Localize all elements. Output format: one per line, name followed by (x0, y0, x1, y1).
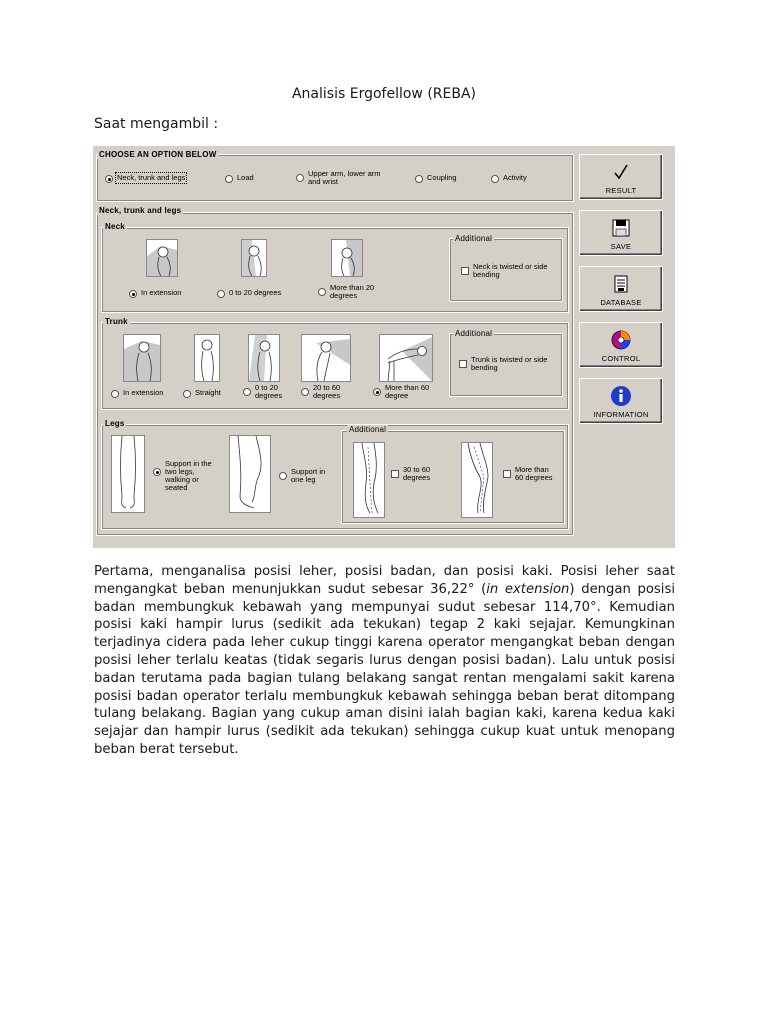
control-icon (610, 329, 632, 351)
info-icon (610, 385, 632, 407)
neck-0-20[interactable]: 0 to 20 degrees (217, 289, 281, 298)
trunk-label: Trunk (105, 317, 128, 326)
legs-30-60-image (353, 442, 385, 518)
neck-more-20-image (331, 239, 363, 277)
legs-one-support[interactable]: Support in one leg (279, 468, 329, 484)
information-button[interactable]: INFORMATION (579, 378, 663, 424)
floppy-disk-icon (610, 217, 632, 239)
legs-two-image (111, 435, 145, 513)
save-button[interactable]: SAVE (579, 210, 663, 256)
analysis-paragraph: Pertama, menganalisa posisi leher, posisi badan, dan posisi kaki. Posisi leher saat mengangkat beban menunjukkan sudut sebesar 36,22° (in extension) dengan posisi badan membungkuk kebawah yang mempunyai sudut sebesar 114,70°. Kemudian posisi kaki hampir lurus (sedikit ada tekukan) tegap 2 kaki sejajar. Kemungkinan terjadinya cidera pada leher cukup tinggi karena operator mengangkat beban dengan posisi leher terlalu keatas (tidak segaris lurus dengan posisi badan). Lalu untuk posisi badan terutama pada bagian tulang belakang sangat rentan mengalami sakit karena posisi badan operator terlalu membungkuk kebawah sehingga beban berat ditompang tulang belakang. Bagian yang cukup aman disini ialah bagian kaki, karena kedua kaki sejajar dan hampir lurus (sedikit ada tekukan) sehingga cukup kuat untuk menopang beban berat tersebut. (94, 564, 675, 757)
legs-two-support[interactable]: Support in the two legs, walking or seated (153, 460, 215, 492)
trunk-0-20[interactable]: 0 to 20 degrees (243, 384, 287, 400)
legs-more-60-image (461, 442, 493, 518)
neck-label: Neck (105, 222, 125, 231)
page-title: Analisis Ergofellow (REBA) (291, 86, 476, 102)
option-activity[interactable]: Activity (491, 174, 527, 183)
neck-extension-image (146, 239, 178, 277)
neck-0-20-image (241, 239, 267, 277)
neck-twisted-checkbox[interactable]: Neck is twisted or side bending (461, 263, 551, 279)
trunk-more-60[interactable]: More than 60 degree (373, 384, 437, 400)
option-coupling[interactable]: Coupling (415, 174, 457, 183)
database-button[interactable]: DATABASE (579, 266, 663, 312)
legs-30-60-checkbox[interactable]: 30 to 60 degrees (391, 466, 443, 482)
checkmark-icon (610, 161, 632, 183)
trunk-twisted-checkbox[interactable]: Trunk is twisted or side bending (459, 356, 551, 372)
trunk-in-extension[interactable]: In extension (111, 389, 163, 398)
choose-option-label: CHOOSE AN OPTION BELOW (99, 150, 217, 159)
trunk-extension-image (123, 334, 161, 382)
trunk-20-60-image (301, 334, 351, 382)
trunk-0-20-image (248, 334, 280, 382)
page-subtitle: Saat mengambil : (94, 116, 219, 132)
database-icon (610, 273, 632, 295)
option-upper-arm[interactable]: Upper arm, lower arm and wrist (296, 170, 388, 186)
legs-more-60-checkbox[interactable]: More than 60 degrees (503, 466, 559, 482)
control-button[interactable]: CONTROL (579, 322, 663, 368)
option-neck-trunk-legs[interactable]: Neck, trunk and legs (105, 174, 185, 183)
neck-more-20[interactable]: More than 20 degrees (318, 284, 388, 300)
legs-label: Legs (105, 419, 125, 428)
trunk-20-60[interactable]: 20 to 60 degrees (301, 384, 351, 400)
neck-additional-label: Additional (455, 234, 493, 243)
legs-additional-label: Additional (349, 425, 387, 434)
legs-one-image (229, 435, 271, 513)
neck-in-extension[interactable]: In extension (129, 289, 181, 298)
option-load[interactable]: Load (225, 174, 254, 183)
trunk-more-60-image (379, 334, 433, 382)
trunk-additional-label: Additional (455, 329, 493, 338)
section-label: Neck, trunk and legs (99, 206, 182, 215)
ergofellow-screenshot (93, 146, 675, 548)
trunk-straight-image (194, 334, 220, 382)
result-button[interactable]: RESULT (579, 154, 663, 200)
trunk-straight[interactable]: Straight (183, 389, 221, 398)
